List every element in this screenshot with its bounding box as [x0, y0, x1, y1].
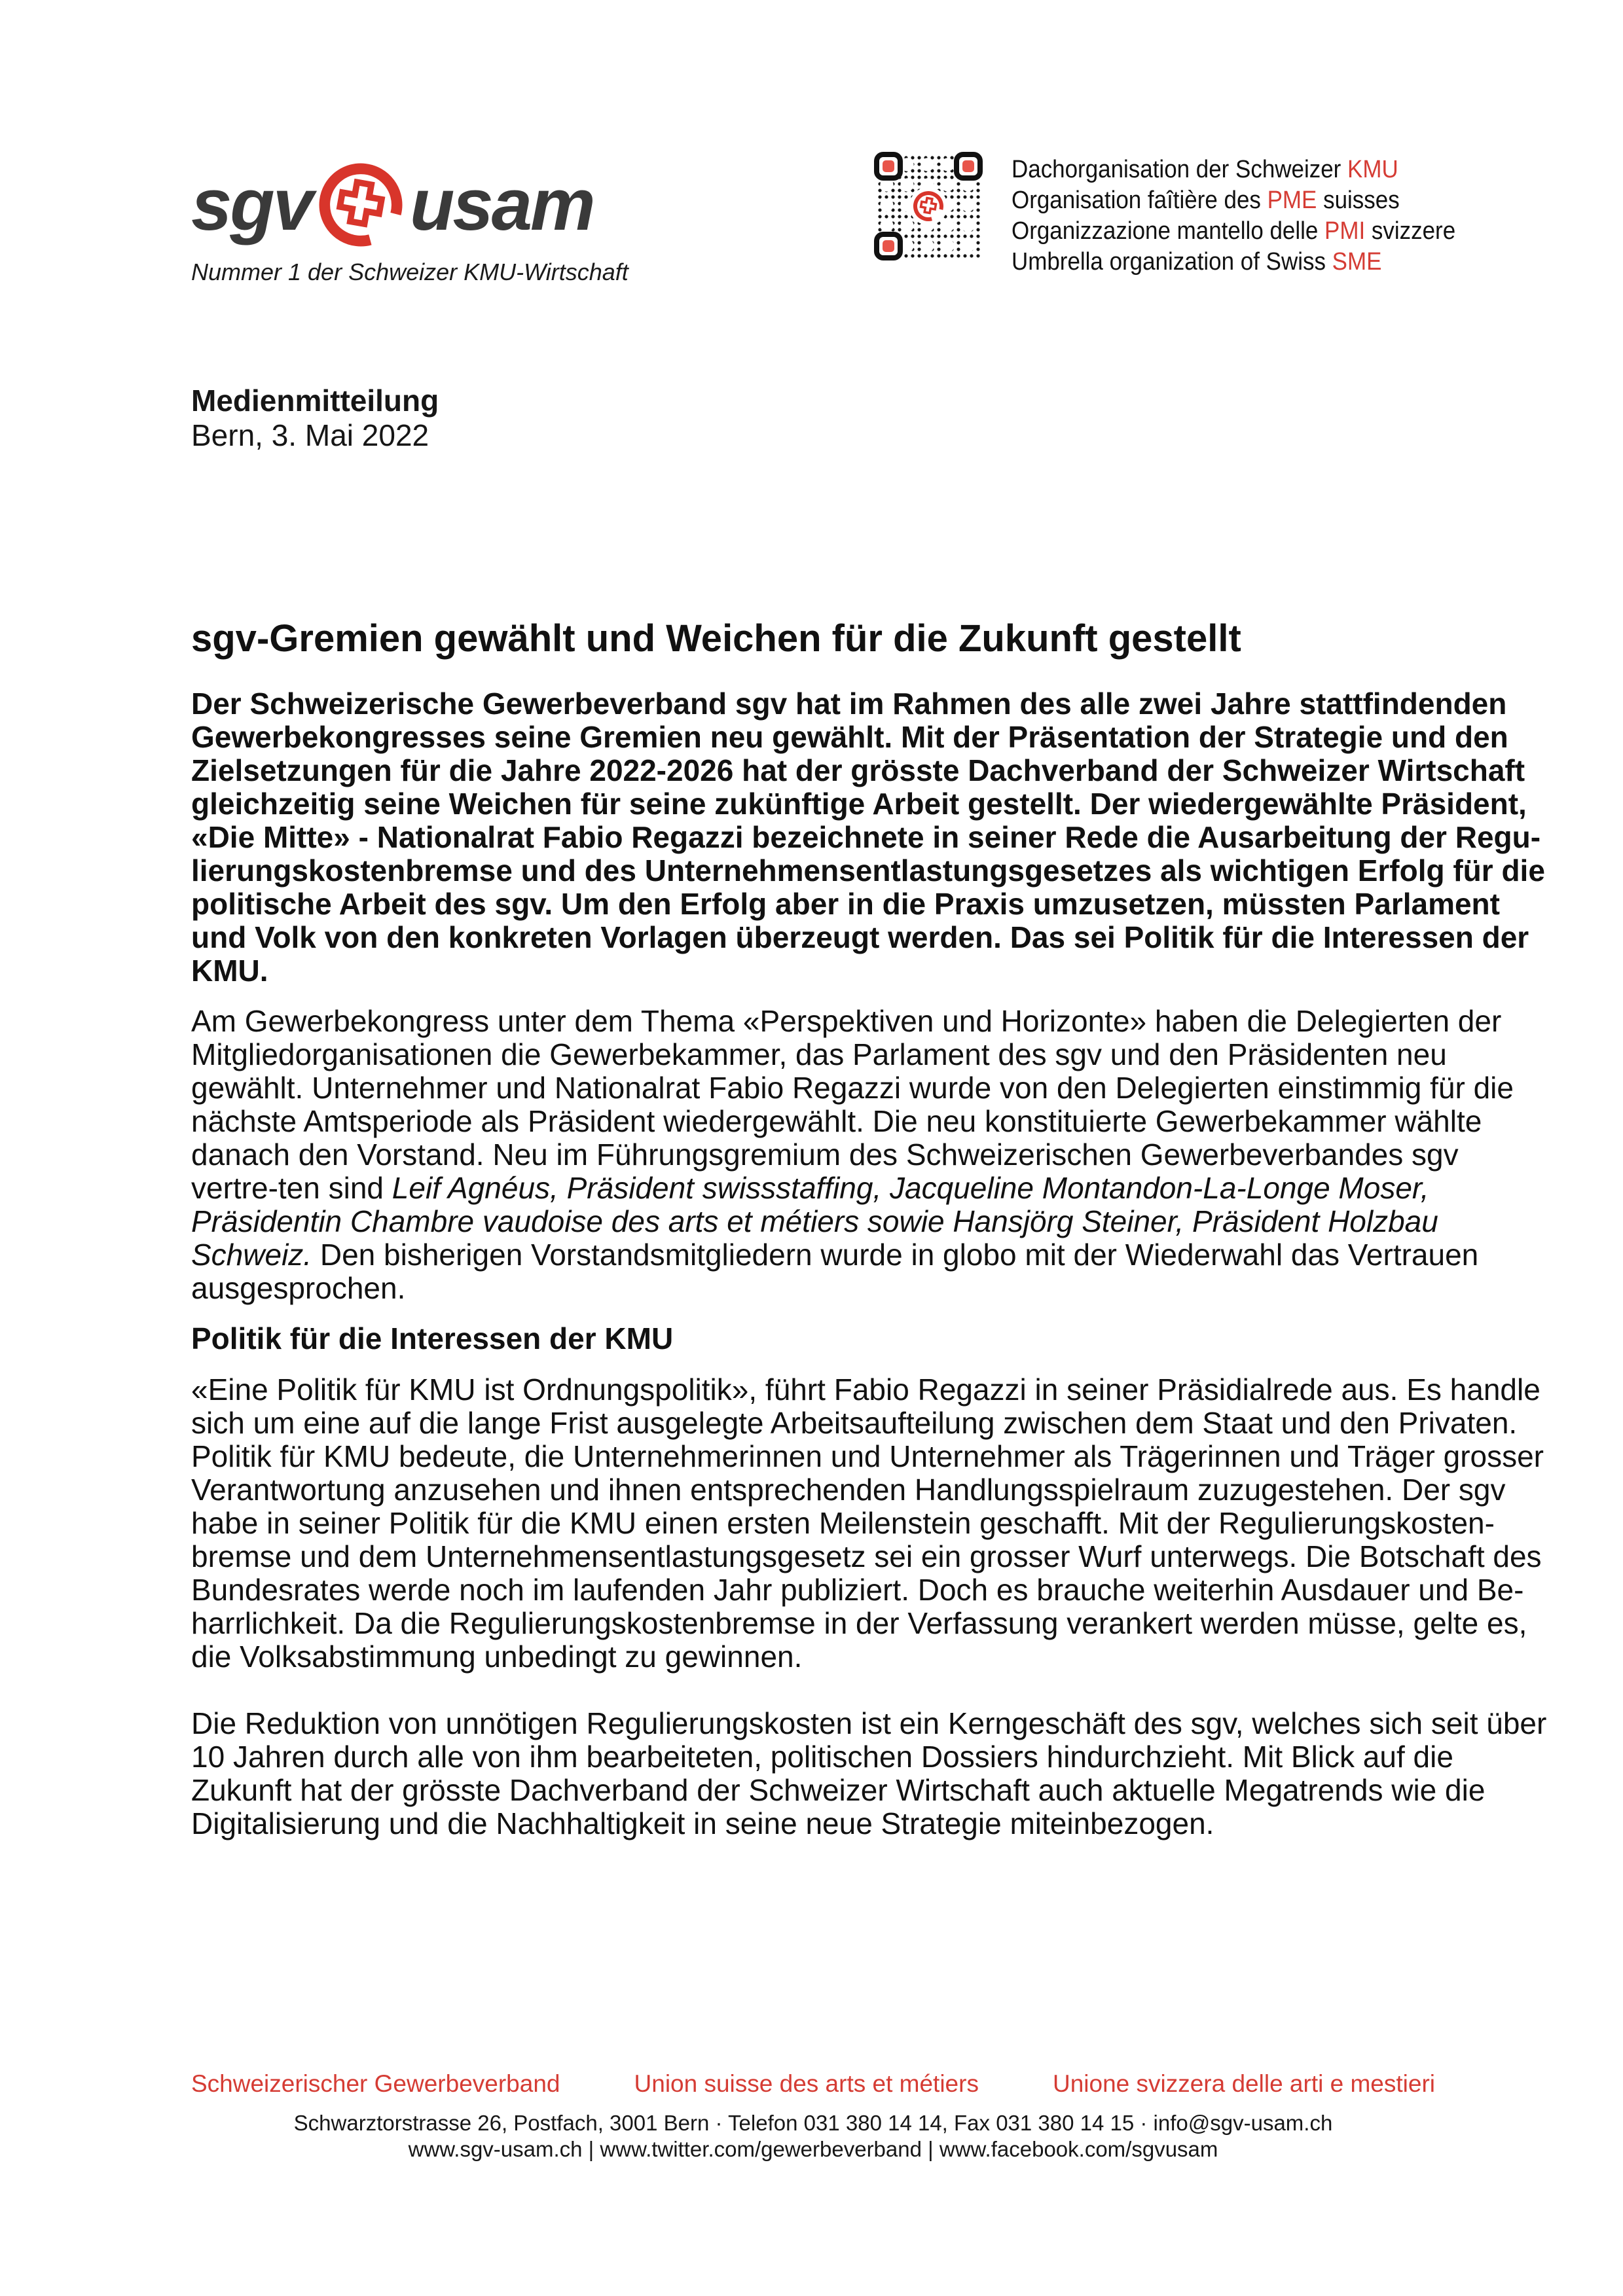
footer-org-fr: Union suisse des arts et métiers: [634, 2070, 979, 2097]
logo-row: [191, 160, 629, 250]
letterhead-org-block: [874, 152, 1494, 278]
logo-text-usam: usam: [410, 164, 594, 245]
paragraph-committees: Am Gewerbekongress unter dem Thema «Perspektiven und Horizonte» haben die Delegierten der Mitgliedorganisationen die Gewerbekammer, das Parlament des sgv und den Präsidenten neu gewählt. Unternehmer und Nationalrat Fabio Regazzi wurde von den Delegierten einstimmig für die nächste Amtsperiode als Präsident wiedergewählt. Die neu konstituierte Gewerbekammer wählte danach den Vorstand. Neu im Führungsgremium des Schweizerischen Gewerbeverbandes sgv vertre-ten sind Leif Agnéus, Präsident swissstaffing, Jacqueline Montandon-La-Longe Moser, Präsidentin Chambre vaudoise des arts et métiers sowie Hansjörg Steiner, Präsident Holzbau Schweiz. Den bisherigen Vorstandsmitgliedern wurde in globo mit der Wiederwahl das Vertrauen ausgesprochen.: [191, 1004, 1514, 1305]
paragraph-ordnungspolitik: «Eine Politik für KMU ist Ordnungspolitik», führt Fabio Regazzi in seiner Präsidialrede aus. Es handle sich um eine auf die lange Frist ausgelegte Arbeitsaufteilung zwischen dem Staat und den Privaten. Politik für KMU bedeute, die Unternehmerinnen und Unternehmer als Trägerinnen und Träger grosser Verantwortung anzusehen und ihnen entsprechenden Handlungsspielraum zuzugestehen. Der sgv habe in seiner Politik für die KMU einen ersten Meilenstein geschafft. Mit der Regulierungskosten- bremse und dem Unternehmensentlastungsgesetz sei ein grosser Wurf unterwegs. Die Botschaft des Bundesrates werde noch im laufenden Jahr publiziert. Doch es brauche weiterhin Ausdauer und Be- harrlichkeit. Da die Regulierungskostenbremse in der Verfassung verankert werden müsse, gelte es, die Volksabstimmung unbedingt zu gewinnen.: [191, 1372, 1544, 1674]
footer-org-de: Schweizerischer Gewerbeverband: [191, 2070, 560, 2097]
org-line-it: Organizzazione mantello delle PMI svizzere: [1012, 217, 1456, 245]
logo-text-sgv: sgv: [191, 164, 312, 245]
org-line-de: Dachorganisation der Schweizer KMU: [1012, 156, 1398, 183]
org-name-lines: [1012, 152, 1494, 278]
footer-org-it: Unione svizzera delle arti e mestieri: [1052, 2070, 1435, 2097]
org-line-fr: Organisation faîtière des PME suisses: [1012, 187, 1400, 214]
dateline: Bern, 3. Mai 2022: [191, 418, 429, 452]
paragraph-reduktion: Die Reduktion von unnötigen Regulierungskosten ist ein Kerngeschäft des sgv, welches sich seit über 10 Jahren durch alle von ihm bearbeiteten, politischen Dossiers hindurchzieht. Mit Blick auf die Zukunft hat der grösste Dachverband der Schweizer Wirtschaft auch aktuelle Megatrends wie die Digitalisierung und die Nachhaltigkeit in seine neue Strategie miteinbezogen.: [191, 1706, 1547, 1840]
lead-paragraph: Der Schweizerische Gewerbeverband sgv hat im Rahmen des alle zwei Jahre stattfindenden Gewerbekongresses seine Gremien neu gewählt. Mit der Präsentation der Strategie und den Zielsetzungen für die Jahre 2022-2026 hat der grösste Dachverband der Schweizer Wirtschaft gleichzeitig seine Weichen für seine zukünftige Arbeit gestellt. Der wiedergewählte Präsident, «Die Mitte» - Nationalrat Fabio Regazzi bezeichnete in seiner Rede die Ausarbeitung der Regu- lierungskostenbremse und des Unternehmensentlastungsgesetzes als wichtigen Erfolg für die politische Arbeit des sgv. Um den Erfolg aber in die Praxis umzusetzen, müssten Parlament und Volk von den konkreten Vorlagen überzeugt werden. Das sei Politik für die Interessen der KMU.: [191, 687, 1545, 988]
qr-finder-top-right-icon: [954, 152, 983, 181]
org-line-en: Umbrella organization of Swiss SME: [1012, 248, 1382, 276]
footer-org-names: [191, 2070, 1435, 2098]
qr-finder-top-left-icon: [874, 152, 903, 181]
sgv-usam-logo: [191, 160, 629, 285]
article-body: [191, 617, 1547, 1857]
logo-tagline: Nummer 1 der Schweizer KMU-Wirtschaft: [191, 259, 629, 285]
section-heading-politik: Politik für die Interessen der KMU: [191, 1321, 674, 1355]
footer-web-line: www.sgv-usam.ch | www.twitter.com/gewerbeverband | www.facebook.com/sgvusam: [408, 2137, 1218, 2161]
swiss-cross-ring-icon: [316, 160, 406, 250]
qr-code: [874, 152, 983, 260]
footer-address-line: Schwarztorstrasse 26, Postfach, 3001 Bern · Telefon 031 380 14 14, Fax 031 380 14 15 · info@sgv-usam.ch: [293, 2111, 1333, 2135]
qr-finder-bottom-left-icon: [874, 232, 903, 260]
document-meta: [191, 384, 439, 453]
headline: sgv-Gremien gewählt und Weichen für die Zukunft gestellt: [191, 617, 1241, 660]
page-footer: [191, 2070, 1435, 2162]
qr-center-logo-icon: [909, 187, 947, 225]
document-type: Medienmitteilung: [191, 384, 439, 418]
